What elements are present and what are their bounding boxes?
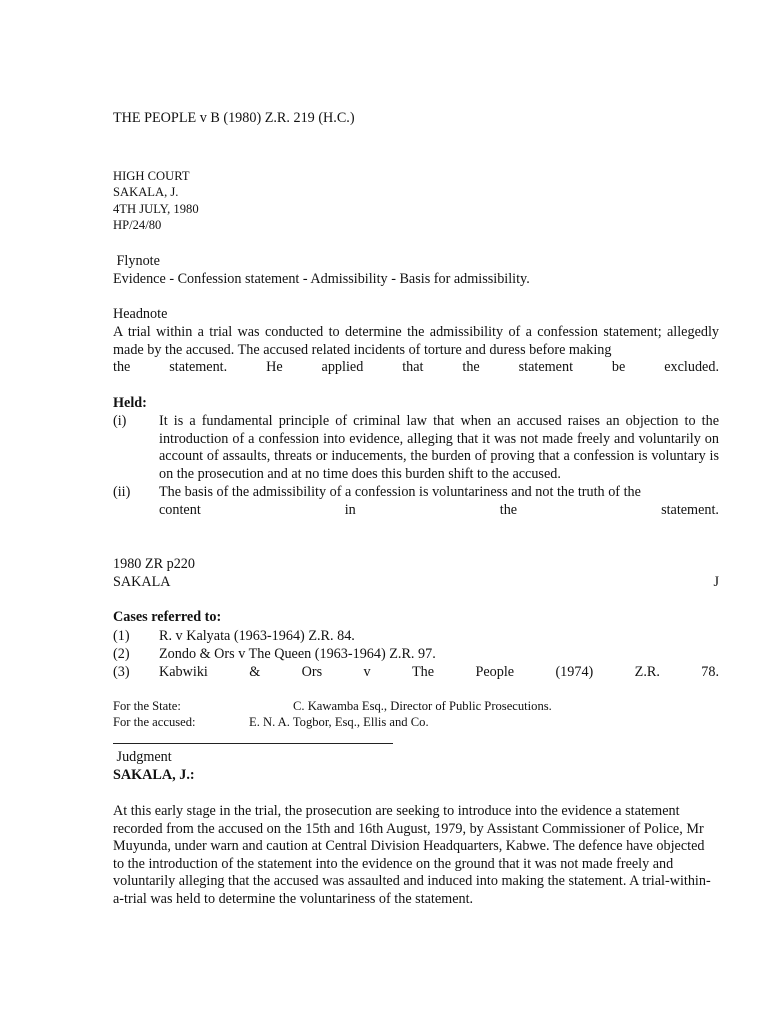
case-citation-word: v [363, 663, 371, 680]
case-number-label: (2) [113, 645, 130, 662]
held-item-number: (ii) [113, 483, 131, 500]
headnote-last-line-word: that [402, 359, 424, 376]
case-citation-word: People [475, 663, 515, 680]
counsel-state-row [113, 698, 719, 714]
case-title-text: THE PEOPLE v B (1980) Z.R. 219 (H.C.) [113, 110, 355, 126]
flynote-section [113, 253, 719, 289]
court-info [113, 168, 719, 234]
headnote-last-line-word: be [611, 359, 626, 376]
held-section [113, 395, 719, 520]
headnote-last-line-word: statement. [169, 359, 228, 376]
flynote-text: Evidence - Confession statement - Admissibility - Basis for admissibility. [113, 270, 530, 287]
cases-section [113, 609, 719, 681]
case-citation-word: & [249, 663, 261, 680]
case-citation-word: The [412, 663, 435, 680]
held-item-text: The basis of the admissibility of a confession is voluntariness and not the truth of the [159, 483, 641, 500]
judge-line-right: J [713, 573, 719, 590]
held-last-line-word: statement. [661, 501, 719, 518]
case-citation-word: (1974) [555, 663, 594, 680]
flynote-heading: Flynote [113, 253, 160, 269]
headnote-last-line-word: the [462, 359, 480, 376]
judge-name: SAKALA, J. [113, 185, 179, 200]
counsel-state-label: For the State: [113, 699, 181, 713]
judge-line [113, 574, 719, 592]
headnote-heading: Headnote [113, 306, 168, 322]
page-citation: 1980 ZR p220 [113, 556, 195, 572]
page-reference [113, 556, 719, 592]
judge-line-left: SAKALA [113, 573, 171, 590]
headnote-last-line-word: applied [321, 359, 364, 376]
held-heading: Held: [113, 395, 147, 411]
judgment-judge: SAKALA, J.: [113, 766, 195, 783]
held-item-last-line [159, 502, 719, 520]
headnote-last-line-word: He [266, 359, 283, 376]
counsel-accused-label: For the accused: [113, 715, 196, 730]
held-last-line-word: content [159, 501, 201, 518]
judgment-section [113, 749, 719, 785]
case-citation-word: Ors [301, 663, 323, 680]
headnote-last-line-word: statement [518, 359, 574, 376]
held-last-line-word: in [344, 501, 356, 518]
counsel-accused-row [113, 714, 719, 730]
judgment-heading: Judgment [113, 749, 172, 765]
case-item [113, 645, 719, 663]
case-title [113, 110, 719, 127]
case-citation-word: 78. [701, 663, 719, 680]
case-number: HP/24/80 [113, 218, 162, 233]
counsel-accused-value: E. N. A. Togbor, Esq., Ellis and Co. [249, 715, 429, 730]
held-item [113, 413, 719, 484]
case-citation-word: Z.R. [634, 663, 660, 680]
judgment-paragraph: At this early stage in the trial, the prosecution are seeking to introduce into the evidence a statement recorded from the accused on the 15th and 16th August, 1979, by Assistant Commissioner of Police, Mr Muyunda, under warn and caution at Central Division Headquarters, Kabwe. The defence have objected to the introduction of the statement into the evidence on the ground that it was not made freely and voluntarily alleging that the accused was assaulted and induced into making the statement. A trial-within-a-trial was held to determine the voluntariness of the statement. [113, 803, 711, 907]
held-item [113, 484, 719, 520]
headnote-last-line-word: excluded. [664, 359, 719, 376]
counsel-section [113, 698, 719, 731]
held-item-text: It is a fundamental principle of criminal law that when an accused raises an objection to the introduction of a confession into evidence, alleging that it was not made freely and voluntarily on account of assaults, threats or inducements, the burden of proving that a confession is voluntary is on the prosecution and at no time does this burden shift to the accused. [159, 412, 719, 483]
held-item-number: (i) [113, 412, 127, 429]
headnote-section [113, 306, 719, 377]
case-number-label: (3) [113, 663, 130, 680]
case-citation-word: Kabwiki [159, 663, 208, 680]
counsel-state-value: C. Kawamba Esq., Director of Public Prosecutions. [293, 699, 552, 713]
divider-line [113, 743, 393, 744]
case-citation-spread [159, 663, 719, 681]
headnote-last-line-word: the [113, 359, 131, 376]
case-item [113, 663, 719, 681]
case-citation: Zondo & Ors v The Queen (1963-1964) Z.R. 97. [159, 645, 436, 662]
headnote-text: A trial within a trial was conducted to determine the admissibility of a confession statement; allegedly made by the accused. The accused related incidents of torture and duress before making [113, 323, 719, 358]
case-number-label: (1) [113, 627, 130, 644]
cases-heading: Cases referred to: [113, 609, 222, 625]
case-citation: R. v Kalyata (1963-1964) Z.R. 84. [159, 627, 355, 644]
court-name: HIGH COURT [113, 169, 190, 183]
held-last-line-word: the [499, 501, 518, 518]
case-item [113, 627, 719, 645]
headnote-last-line [113, 359, 719, 377]
judgment-date: 4TH JULY, 1980 [113, 201, 199, 216]
